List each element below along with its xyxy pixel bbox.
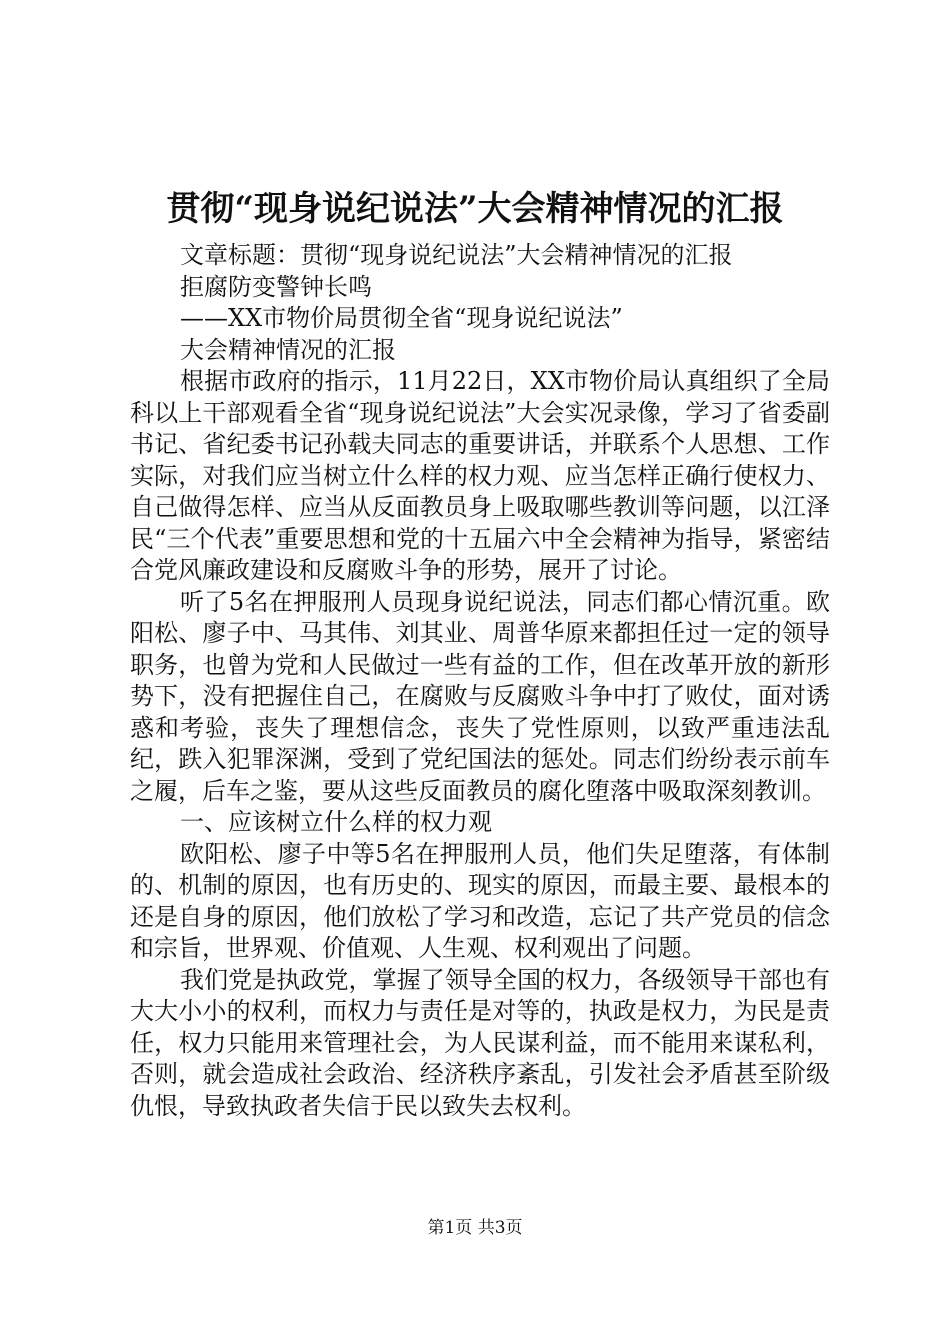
paragraph-reaction: 听了5名在押服刑人员现身说纪说法，同志们都心情沉重。欧阳松、廖子中、马其伟、刘其业、周普华原来都担任过一定的领导职务，也曾为党和人民做过一些有益的工作，但在改革开放的新形势下，没有把握住自己，在腐败与反腐败斗争中打了败仗，面对诱惑和考验，丧失了理想信念，丧失了党性原则，以致严重违法乱纪，跌入犯罪深渊，受到了党纪国法的惩处。同志们纷纷表示前车之履，后车之鉴，要从这些反面教员的腐化堕落中吸取深刻教训。 (130, 587, 830, 805)
page-footer: 第1页 共3页 (427, 1218, 523, 1238)
section-heading: 一、应该树立什么样的权力观 (180, 808, 492, 836)
paragraph-causes: 欧阳松、廖子中等5名在押服刑人员，他们失足堕落，有体制的、机制的原因，也有历史的、现实的原因，而最主要、最根本的还是自身的原因，他们放松了学习和改造，忘记了共产党员的信念和宗旨，世界观、价值观、人生观、权利观出了问题。 (130, 839, 830, 962)
subtitle-line: 拒腐防变警钟长鸣 (180, 272, 372, 301)
paragraph-intro: 根据市政府的指示，11月22日，XX市物价局认真组织了全局科以上干部观看全省“现身说纪说法”大会实况录像，学习了省委副书记、省纪委书记孙载夫同志的重要讲话，并联系个人思想、工作实际，对我们应当树立什么样的权力观、应当怎样正确行使权力、自己做得怎样、应当从反面教员身上吸取哪些教训等问题，以江泽民“三个代表”重要思想和党的十五届六中全会精神为指导，紧密结合党风廉政建设和反腐败斗争的形势，展开了讨论。 (130, 367, 830, 584)
document-body (130, 240, 830, 1122)
subtitle-report-line: 大会精神情况的汇报 (180, 335, 396, 364)
document-title: 贯彻“现身说纪说法”大会精神情况的汇报 (166, 189, 784, 229)
paragraph-power: 我们党是执政党，掌握了领导全国的权力，各级领导干部也有大大小小的权利，而权力与责任是对等的，执政是权力，为民是责任，权力只能用来管理社会，为人民谋利益，而不能用来谋私利，否则，就会造成社会政治、经济秩序紊乱，引发社会矛盾甚至阶级仇恨，导致执政者失信于民以致失去权利。 (130, 965, 830, 1120)
article-title-line: 文章标题：贯彻“现身说纪说法”大会精神情况的汇报 (180, 241, 733, 269)
subtitle-org-line: ——XX市物价局贯彻全省“现身说纪说法” (180, 304, 623, 332)
